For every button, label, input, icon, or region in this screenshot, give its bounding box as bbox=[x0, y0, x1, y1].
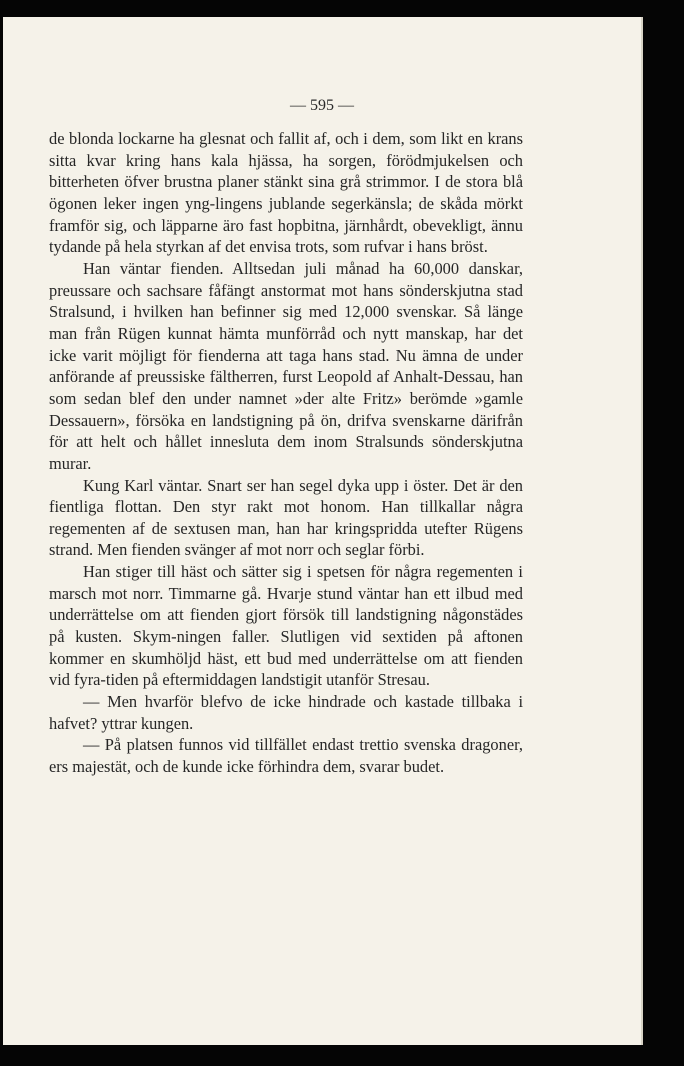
paragraph-3: Kung Karl väntar. Snart ser han segel dyka upp i öster. Det är den fientliga flottan. Den styr rakt mot honom. Han tillkallar några regementen af de sextusen man, han har kringspridda utefter Rügens strand. Men fienden svänger af mot norr och seglar förbi. bbox=[49, 475, 523, 560]
paragraph-4: Han stiger till häst och sätter sig i spetsen för några regementen i marsch mot norr. Timmarne gå. Hvarje stund väntar han ett ilbud med underrättelse om att fienden gjort försök till landstigning någonstädes på kusten. Skym-ningen faller. Slutligen vid sextiden på aftonen kommer en skumhöljd häst, ett bud med underrättelse om att fienden vid fyra-tiden på eftermiddagen landstigit utanför Stresau. bbox=[49, 562, 523, 690]
paragraph-1: de blonda lockarne ha glesnat och fallit af, och i dem, som likt en krans sitta kvar kring hans kala hjässa, ha sorgen, förödmjukelsen och bitterheten öfver brustna planer stänkt sina grå strimmor. I de stora blå ögonen leker ingen yng-lingens jublande segerkänsla; de skåda mörkt framför sig, och läpparne äro fast hopbitna, järnhårdt, obevekligt, ännu tydande på hela styrkan af det envisa trots, som rufvar i hans bröst. bbox=[49, 129, 523, 257]
body-text bbox=[49, 128, 523, 778]
paragraph-2: Han väntar fienden. Alltsedan juli månad ha 60,000 danskar, preussare och sachsare fåfängt anstormat mot hans sönderskjutna stad Stralsund, i hvilken han befinner sig med 12,000 svenskar. Så länge man från Rügen kunnat hämta munförråd och nytt manskap, har det icke varit möjligt för fienderna att taga hans stad. Nu ämna de under anförande af preussiske fältherren, furst Leopold af Anhalt-Dessau, han som sedan blef den under namnet »der alte Fritz» berömde »gamle Dessauern», försöka en landstigning på ön, drifva svenskarne därifrån för att helt och hållet innesluta dem inom Stralsunds sönderskjutna murar. bbox=[49, 258, 523, 473]
paragraph-6: — På platsen funnos vid tillfället endast trettio svenska dragoner, ers majestät, och de kunde icke förhindra dem, svarar budet. bbox=[49, 735, 523, 777]
book-page bbox=[3, 17, 643, 1045]
paragraph-5: — Men hvarför blefvo de icke hindrade och kastade tillbaka i hafvet? yttrar kungen. bbox=[49, 692, 523, 733]
page-number: — 595 — bbox=[290, 97, 354, 114]
